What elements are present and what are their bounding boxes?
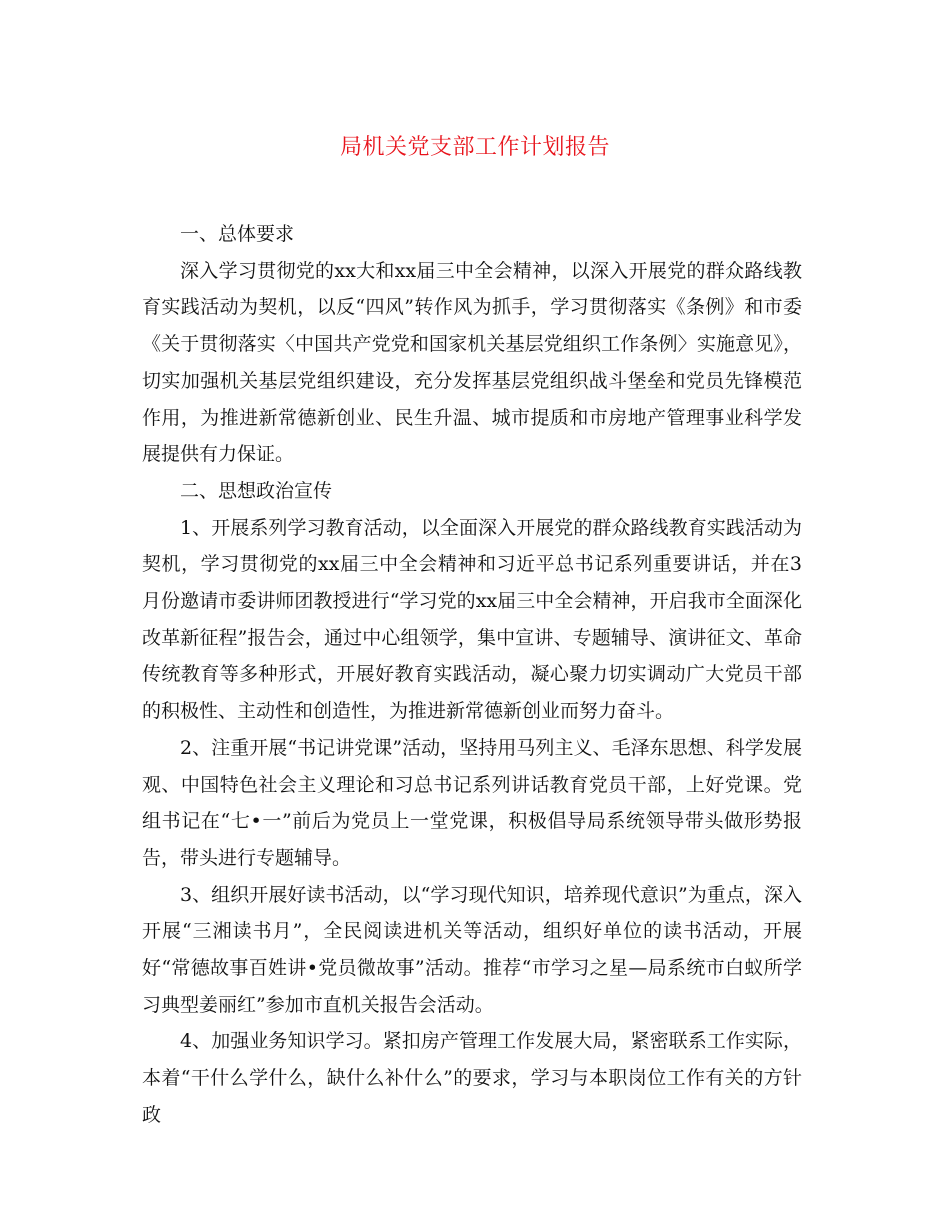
paragraph-general-requirements: 深入学习贯彻党的xx大和xx届三中全会精神，以深入开展党的群众路线教育实践活动为契机，以反“四风”转作风为抓手，学习贯彻落实《条例》和市委《关于贯彻落实〈中国共产党党和国家机关基层党组织工作条例〉实施意见》，切实加强机关基层党组织建设，充分发挥基层党组织战斗堡垒和党员先锋模范作用，为推进新常德新创业、民生升温、城市提质和市房地产管理事业科学发展提供有力保证。 [142,259,802,466]
document-title: 局机关党支部工作计划报告 [339,135,610,160]
section-heading-general-requirements: 一、总体要求 [180,223,295,245]
document-body [142,216,802,1134]
paragraph-item-3: 3、组织开展好读书活动，以“学习现代知识，培养现代意识”为重点，深入开展“三湘读书月”，全民阅读进机关等活动，组织好单位的读书活动，开展好“常德故事百姓讲•党员微故事”活动。推荐“市学习之星—局系统市白蚁所学习典型姜丽红”参加市直机关报告会活动。 [142,883,802,1016]
paragraph-item-4: 4、加强业务知识学习。紧扣房产管理工作发展大局，紧密联系工作实际，本着“干什么学什么，缺什么补什么”的要求，学习与本职岗位工作有关的方针政 [142,1030,802,1126]
paragraph-item-1: 1、开展系列学习教育活动，以全面深入开展党的群众路线教育实践活动为契机，学习贯彻党的xx届三中全会精神和习近平总书记系列重要讲话，并在3月份邀请市委讲师团教授进行“学习党的xx届三中全会精神，开启我市全面深化改革新征程”报告会，通过中心组领学，集中宣讲、专题辅导、演讲征文、革命传统教育等多种形式，开展好教育实践活动，凝心聚力切实调动广大党员干部的积极性、主动性和创造性，为推进新常德新创业而努力奋斗。 [142,516,802,723]
paragraph-item-2: 2、注重开展“书记讲党课”活动，坚持用马列主义、毛泽东思想、科学发展观、中国特色社会主义理论和习总书记系列讲话教育党员干部，上好党课。党组书记在“七•一”前后为党员上一堂党课，积极倡导局系统领导带头做形势报告，带头进行专题辅导。 [142,736,802,869]
section-heading-ideological-publicity: 二、思想政治宣传 [180,479,333,502]
